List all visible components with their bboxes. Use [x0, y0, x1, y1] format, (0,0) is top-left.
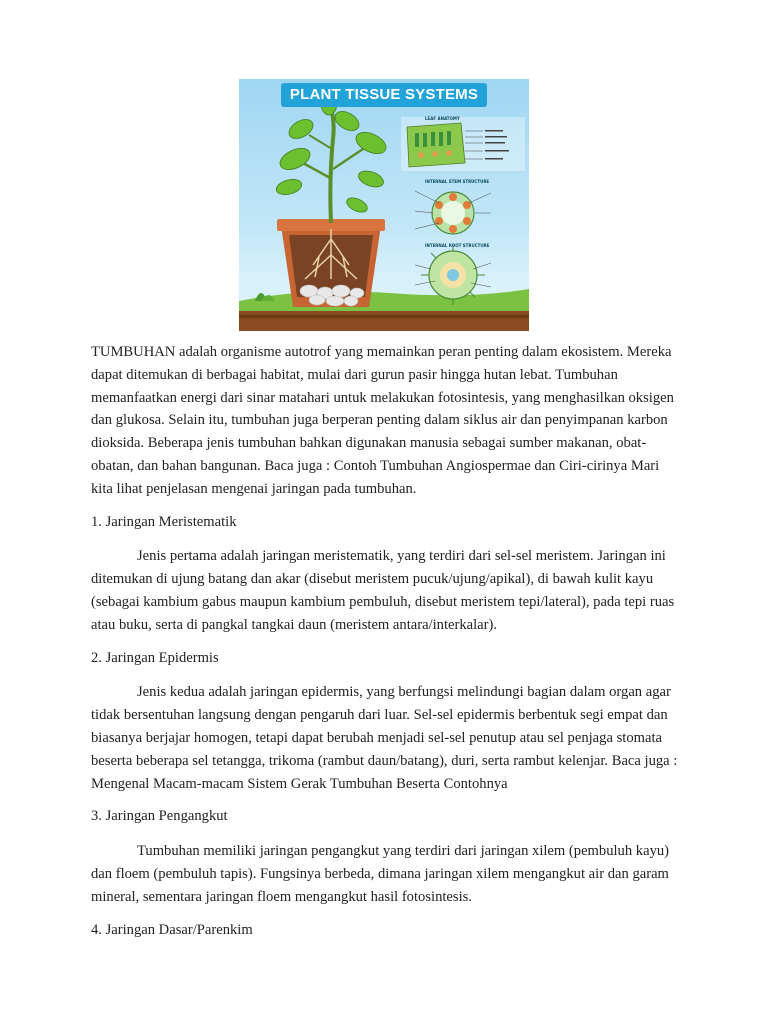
section-heading-meristematik: 1. Jaringan Meristematik	[91, 513, 237, 530]
leaf-anatomy-label: LEAF ANATOMY	[425, 116, 460, 121]
section-paragraph-epidermis: Jenis kedua adalah jaringan epidermis, yang berfungsi melindungi bagian dalam organ agar tidak bersentuhan langsung dengan pengaruh dari luar. Sel-sel epidermis berbentuk segi empat dan biasanya berjajar homogen, tetapi dapat berubah menjadi sel-sel penutup atau sel penjaga stomata beserta beberapa sel tetangga, trikoma (rambut daun/batang), duri, serta rambut kelenjar. Baca juga : Mengenal Macam-macam Sistem Gerak Tumbuhan Beserta Contohnya	[91, 684, 678, 792]
section-heading-epidermis: 2. Jaringan Epidermis	[91, 649, 219, 666]
section-heading-pengangkut: 3. Jaringan Pengangkut	[91, 808, 228, 825]
intro-paragraph: TUMBUHAN adalah organisme autotrof yang memainkan peran penting dalam ekosistem. Mereka dapat ditemukan di berbagai habitat, mulai dari gurun pasir hingga hutan lebat. Tumbuhan memanfaatkan energi dari sinar matahari untuk melakukan fotosintesis, yang menghasilkan oksigen dan glukosa. Selain itu, tumbuhan juga berperan penting dalam siklus air dan penyimpanan karbon dioksida. Beberapa jenis tumbuhan bahkan digunakan manusia sebagai sumber makanan, obat-obatan, dan bahan bangunan. Baca juga : Contoh Tumbuhan Angiospermae dan Ciri-cirinya Mari kita lihat penjelasan mengenai jaringan pada tumbuhan.	[91, 344, 674, 497]
article-body	[91, 341, 681, 953]
section-paragraph-pengangkut: Tumbuhan memiliki jaringan pengangkut yang terdiri dari jaringan xilem (pembuluh kayu) dan floem (pembuluh tapis). Fungsinya berbeda, dimana jaringan xilem mengangkut air dan garam mineral, sementara jaringan floem mengangkut hasil fotosintesis.	[91, 843, 670, 905]
figure-title: PLANT TISSUE SYSTEMS	[281, 83, 487, 107]
stem-structure-label: INTERNAL STEM STRUCTURE	[425, 179, 490, 184]
root-structure-label: INTERNAL ROOT STRUCTURE	[425, 243, 490, 248]
section-paragraph-meristematik: Jenis pertama adalah jaringan meristematik, yang terdiri dari sel-sel meristem. Jaringan ini ditemukan di ujung batang dan akar (disebut meristem pucuk/ujung/apikal), di bawah kulit kayu (sebagai kambium gabus maupun kambium pembuluh, disebut meristem tepi/lateral), pada tepi ruas atau buku, serta di pangkal tangkai daun (meristem antara/interkalar).	[91, 548, 675, 633]
plant-illustration-graphic	[239, 79, 529, 331]
plant-tissue-illustration	[239, 79, 529, 331]
section-heading-parenkim: 4. Jaringan Dasar/Parenkim	[91, 921, 253, 938]
